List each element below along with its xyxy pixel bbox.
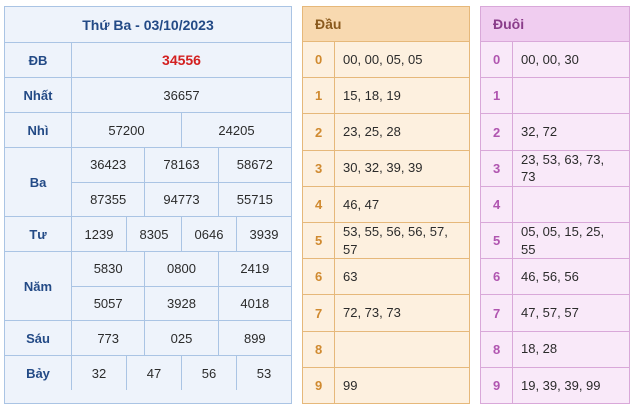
duoi-values xyxy=(513,78,629,113)
dau-key: 5 xyxy=(303,223,335,258)
dau-values: 72, 73, 73 xyxy=(343,305,401,321)
prize-values xyxy=(72,252,291,320)
value-line xyxy=(72,287,291,321)
dau-key: 8 xyxy=(303,332,335,367)
prize-number: 1239 xyxy=(72,217,127,251)
prize-number: 5830 xyxy=(72,252,145,286)
duoi-key: 4 xyxy=(481,187,513,222)
duoi-panel-title: Đuôi xyxy=(481,7,629,42)
duoi-key: 1 xyxy=(481,78,513,113)
prize-number: 32 xyxy=(72,356,127,390)
list-item xyxy=(481,151,629,187)
prize-values xyxy=(72,148,291,216)
prize-label: Nhất xyxy=(5,78,72,112)
list-item xyxy=(481,187,629,223)
list-item xyxy=(481,368,629,403)
prize-number: 3928 xyxy=(145,287,218,321)
prize-number: 8305 xyxy=(127,217,182,251)
prize-values xyxy=(72,78,291,112)
prize-number: 94773 xyxy=(145,183,218,217)
dau-key: 0 xyxy=(303,42,335,77)
list-item xyxy=(303,368,469,403)
table-row xyxy=(5,321,291,356)
duoi-panel xyxy=(480,6,630,404)
list-item xyxy=(481,259,629,295)
table-row xyxy=(5,78,291,113)
prize-values xyxy=(72,321,291,355)
duoi-key: 7 xyxy=(481,295,513,330)
duoi-values: 32, 72 xyxy=(521,124,558,140)
prize-values xyxy=(72,43,291,77)
prize-number: 78163 xyxy=(145,148,218,182)
prize-number: 36423 xyxy=(72,148,145,182)
value-line xyxy=(72,183,291,217)
list-item xyxy=(481,114,629,150)
value-line xyxy=(72,78,291,112)
duoi-values: 05, 05, 15, 25, 55 xyxy=(521,224,605,257)
dau-values: 15, 18, 19 xyxy=(343,88,401,104)
dau-key: 2 xyxy=(303,114,335,149)
value-line xyxy=(72,321,291,355)
value-line xyxy=(72,113,291,147)
prize-number: 4018 xyxy=(240,295,270,311)
dau-panel xyxy=(302,6,470,404)
results-table xyxy=(4,6,292,404)
dau-values: 53, 55, 56, 56, 57, 57 xyxy=(343,224,448,257)
dau-key: 9 xyxy=(303,368,335,403)
list-item xyxy=(481,332,629,368)
duoi-key: 9 xyxy=(481,368,513,403)
prize-label: Sáu xyxy=(5,321,72,355)
dau-values: 30, 32, 39, 39 xyxy=(343,160,423,176)
list-item xyxy=(303,332,469,368)
prize-number: 24205 xyxy=(218,122,255,138)
dau-key: 7 xyxy=(303,295,335,330)
dau-key: 4 xyxy=(303,187,335,222)
list-item xyxy=(481,223,629,259)
prize-number: 3939 xyxy=(249,226,279,242)
list-item xyxy=(481,295,629,331)
list-item xyxy=(303,295,469,331)
prize-number: 36657 xyxy=(163,87,200,103)
duoi-values: 00, 00, 30 xyxy=(521,51,579,67)
prize-label: Năm xyxy=(5,252,72,320)
results-title: Thứ Ba - 03/10/2023 xyxy=(5,7,291,43)
duoi-key: 8 xyxy=(481,332,513,367)
prize-label: Bảy xyxy=(5,356,72,390)
list-item xyxy=(481,78,629,114)
prize-number: 56 xyxy=(182,356,237,390)
prize-number: 2419 xyxy=(240,261,270,277)
table-row xyxy=(5,356,291,390)
duoi-values xyxy=(513,187,629,222)
dau-key: 1 xyxy=(303,78,335,113)
table-row xyxy=(5,252,291,321)
prize-values xyxy=(72,356,291,390)
duoi-values: 46, 56, 56 xyxy=(521,269,579,285)
duoi-key: 6 xyxy=(481,259,513,294)
list-item xyxy=(303,223,469,259)
duoi-values: 19, 39, 39, 99 xyxy=(521,377,601,393)
list-item xyxy=(303,42,469,78)
dau-values: 99 xyxy=(343,377,358,393)
duoi-values: 18, 28 xyxy=(521,341,558,357)
table-row xyxy=(5,113,291,148)
dau-values: 63 xyxy=(343,269,358,285)
list-item xyxy=(303,187,469,223)
prize-number: 5057 xyxy=(72,287,145,321)
list-item xyxy=(303,151,469,187)
duoi-key: 2 xyxy=(481,114,513,149)
list-item xyxy=(303,259,469,295)
table-row xyxy=(5,148,291,217)
dau-panel-title: Đầu xyxy=(303,7,469,42)
value-line xyxy=(72,148,291,183)
list-item xyxy=(481,42,629,78)
prize-number: 025 xyxy=(145,321,218,355)
prize-number: 899 xyxy=(243,330,266,346)
duoi-key: 5 xyxy=(481,223,513,258)
list-item xyxy=(303,78,469,114)
prize-values xyxy=(72,217,291,251)
prize-label: Nhì xyxy=(5,113,72,147)
prize-number: 58672 xyxy=(236,157,273,173)
table-row xyxy=(5,43,291,78)
value-line xyxy=(72,43,291,77)
value-line xyxy=(72,252,291,287)
prize-number: 87355 xyxy=(72,183,145,217)
prize-number: 34556 xyxy=(162,52,201,68)
prize-number: 0646 xyxy=(182,217,237,251)
duoi-key: 3 xyxy=(481,151,513,186)
table-row xyxy=(5,217,291,252)
prize-label: ĐB xyxy=(5,43,72,77)
dau-values: 46, 47 xyxy=(343,196,380,212)
prize-label: Ba xyxy=(5,148,72,216)
dau-values: 00, 00, 05, 05 xyxy=(343,51,423,67)
prize-number: 47 xyxy=(127,356,182,390)
prize-number: 57200 xyxy=(72,113,182,147)
prize-number: 53 xyxy=(256,365,272,381)
value-line xyxy=(72,356,291,390)
dau-key: 6 xyxy=(303,259,335,294)
prize-label: Tư xyxy=(5,217,72,251)
dau-values xyxy=(335,332,469,367)
dau-values: 23, 25, 28 xyxy=(343,124,401,140)
prize-number: 0800 xyxy=(145,252,218,286)
duoi-values: 47, 57, 57 xyxy=(521,305,579,321)
duoi-key: 0 xyxy=(481,42,513,77)
prize-number: 55715 xyxy=(236,191,273,207)
prize-number: 773 xyxy=(72,321,145,355)
dau-key: 3 xyxy=(303,151,335,186)
duoi-values: 23, 53, 63, 73, 73 xyxy=(521,151,605,185)
value-line xyxy=(72,217,291,251)
prize-values xyxy=(72,113,291,147)
list-item xyxy=(303,114,469,150)
